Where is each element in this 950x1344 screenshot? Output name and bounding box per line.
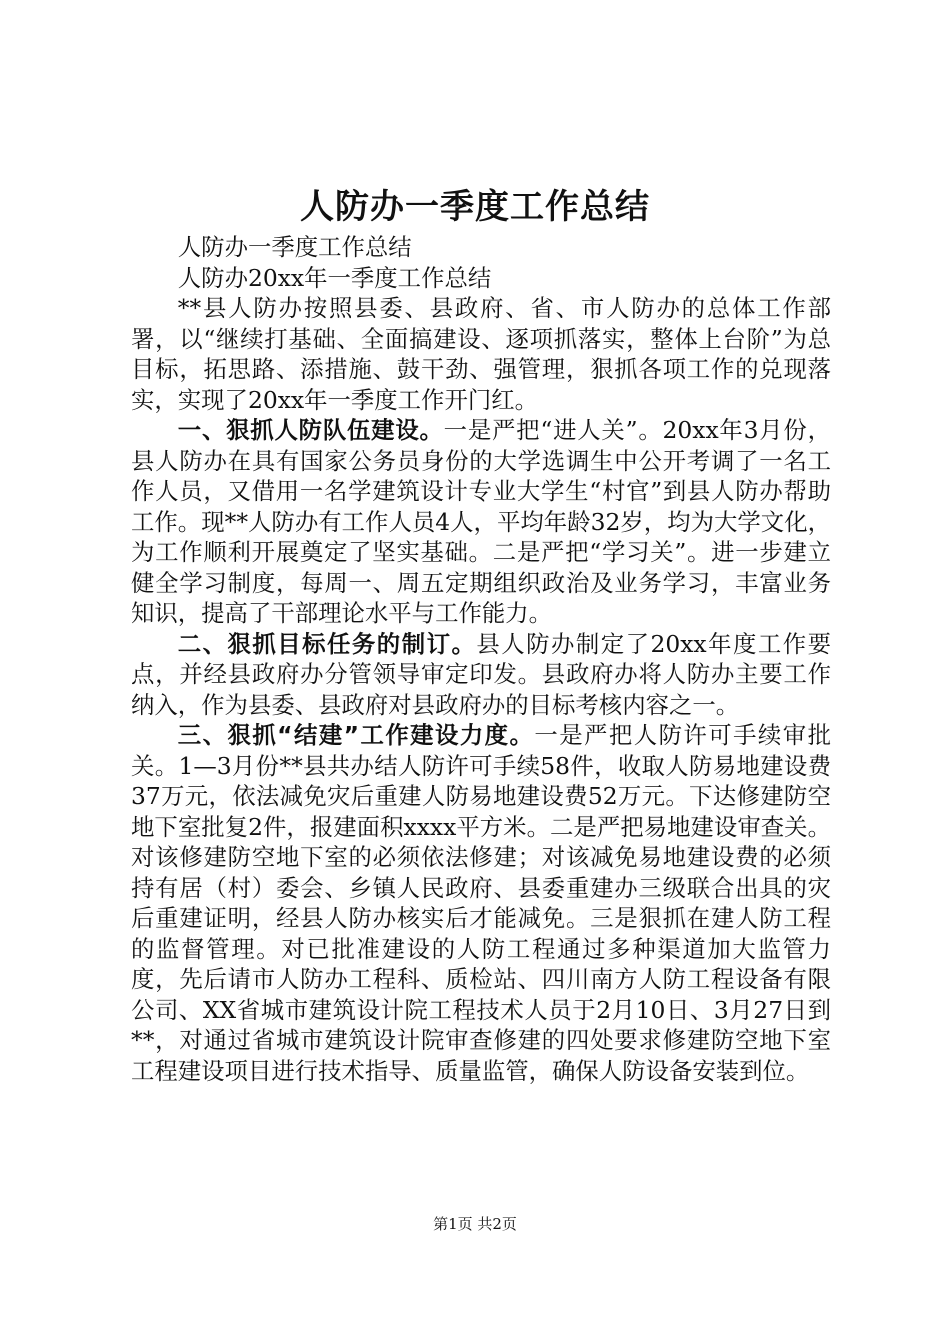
document-title: 人防办一季度工作总结 [300, 187, 650, 227]
section-paragraph [131, 720, 831, 1086]
section-text: 县人防办制定了20xx年度工作要点，并经县政府办分管领导审定印发。县政府办将人防办主要工作纳入，作为县委、县政府对县政府办的目标考核内容之一。 [131, 629, 831, 719]
section-heading: 二、狠抓目标任务的制订。 [177, 629, 477, 658]
section-heading: 一、狠抓人防队伍建设。 [177, 416, 444, 444]
section-heading: 三、狠抓“结建”工作建设力度。 [177, 721, 535, 749]
section-text: 一是严把人防许可手续审批关。1—3月份**县共办结人防许可手续58件，收取人防易地建设费37万元，依法减免灾后重建人防易地建设费52万元。下达修建防空地下室批复2件，报建面积xxxx平方米。二是严把易地建设审查关。对该修建防空地下室的必须依法修建；对该减免易地建设费的必须持有居（村）委会、乡镇人民政府、县委重建办三级联合出具的灾后重建证明，经县人防办核实后才能减免。三是狠抓在建人防工程的监督管理。对已批准建设的人防工程通过多种渠道加大监管力度，先后请市人防办工程科、质检站、四川南方人防工程设备有限公司、XX省城市建筑设计院工程技术人员于2月10日、3月27日到**，对通过省城市建筑设计院审查修建的四处要求修建防空地下室工程建设项目进行技术指导、质量监管，确保人防设备安装到位。 [131, 721, 832, 1085]
page-footer: 第1页 共2页 [433, 1215, 517, 1233]
intro-paragraph: **县人防办按照县委、县政府、省、市人防办的总体工作部署，以“继续打基础、全面搞建设、逐项抓落实，整体上台阶”为总目标，拓思路、添措施、鼓干劲、强管理，狠抓各项工作的兑现落实，实现了20xx年一季度工作开门红。 [131, 294, 831, 414]
document-body [131, 232, 831, 1086]
subtitle-line-1: 人防办一季度工作总结 [177, 233, 412, 261]
section-paragraph [131, 415, 831, 629]
section-paragraph [131, 629, 831, 721]
subtitle-line-2: 人防办20xx年一季度工作总结 [177, 263, 492, 292]
section-text: 一是严把“进人关”。20xx年3月份，县人防办在具有国家公务员身份的大学选调生中公开考调了一名工作人员，又借用一名学建筑设计专业大学生“村官”到县人防办帮助工作。现**人防办有工作人员4人，平均年龄32岁，均为大学文化，为工作顺利开展奠定了坚实基础。二是严把“学习关”。进一步建立健全学习制度，每周一、周五定期组织政治及业务学习，丰富业务知识，提高了干部理论水平与工作能力。 [131, 416, 831, 627]
